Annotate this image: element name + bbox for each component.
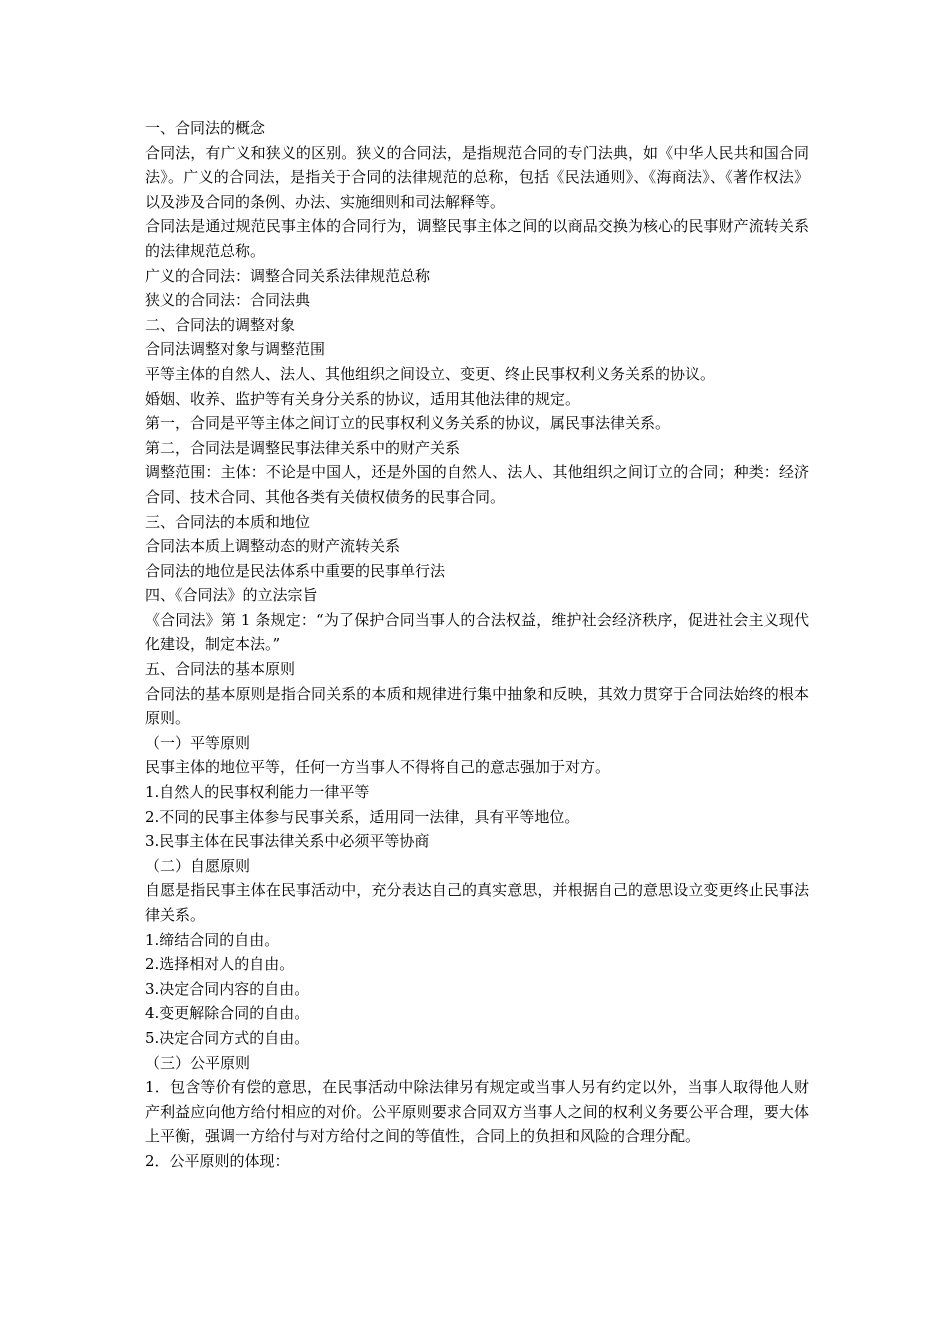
heading-purpose: 四、《合同法》的立法宗旨	[145, 586, 318, 605]
subheading-fairness: （三）公平原则	[145, 1053, 251, 1072]
list-item: 1.自然人的民事权利能力一律平等	[145, 783, 370, 802]
list-item: 1.缔结合同的自由。	[145, 930, 280, 949]
paragraph: 第二，合同法是调整民事法律关系中的财产关系	[145, 438, 461, 457]
paragraph: 狭义的合同法：合同法典	[145, 291, 311, 310]
paragraph: 民事主体的地位平等，任何一方当事人不得将自己的意志强加于对方。	[145, 758, 611, 777]
list-item: 2.选择相对人的自由。	[145, 955, 295, 974]
paragraph: 广义的合同法：调整合同关系法律规范总称	[145, 266, 431, 285]
paragraph: 1．包含等价有偿的意思，在民事活动中除法律另有规定或当事人另有约定以外，当事人取得他人财产利益应向他方给付相应的对价。公平原则要求合同双方当事人之间的权利义务要公平合理，要大体上平衡，强调一方给付与对方给付之间的等值性，合同上的负担和风险的合理分配。	[145, 1078, 809, 1146]
list-item: 3.民事主体在民事法律关系中必须平等协商	[145, 832, 430, 851]
paragraph: 合同法的地位是民法体系中重要的民事单行法	[145, 561, 446, 580]
heading-principles: 五、合同法的基本原则	[145, 660, 296, 679]
paragraph: 平等主体的自然人、法人、其他组织之间设立、变更、终止民事权利义务关系的协议。	[145, 364, 716, 383]
paragraph: 合同法调整对象与调整范围	[145, 340, 326, 359]
paragraph: 合同法本质上调整动态的财产流转关系	[145, 537, 401, 556]
heading-nature: 三、合同法的本质和地位	[145, 512, 311, 531]
heading-scope: 二、合同法的调整对象	[145, 315, 296, 334]
paragraph: 合同法，有广义和狭义的区别。狭义的合同法，是指规范合同的专门法典，如《中华人民共和国合同法》。广义的合同法，是指关于合同的法律规范的总称，包括《民法通则》、《海商法》、《著作权法》以及涉及合同的条例、办法、实施细则和司法解释等。	[145, 143, 809, 211]
list-item: 3.决定合同内容的自由。	[145, 979, 310, 998]
subheading-equality: （一）平等原则	[145, 733, 251, 752]
list-item: 5.决定合同方式的自由。	[145, 1028, 310, 1047]
list-item: 4.变更解除合同的自由。	[145, 1004, 310, 1023]
paragraph: 合同法的基本原则是指合同关系的本质和规律进行集中抽象和反映，其效力贯穿于合同法始终的根本原则。	[145, 684, 809, 728]
heading-concept: 一、合同法的概念	[145, 119, 266, 137]
paragraph: 自愿是指民事主体在民事活动中，充分表达自己的真实意思，并根据自己的意思设立变更终止民事法律关系。	[145, 881, 809, 924]
paragraph: 第一，合同是平等主体之间订立的民事权利义务关系的协议，属民事法律关系。	[145, 414, 671, 433]
paragraph: 合同法是通过规范民事主体的合同行为，调整民事主体之间的以商品交换为核心的民事财产流转关系的法律规范总称。	[145, 217, 809, 260]
paragraph: 婚姻、收养、监护等有关身分关系的协议，适用其他法律的规定。	[145, 389, 581, 408]
paragraph: 《合同法》第 1 条规定：“为了保护合同当事人的合法权益，维护社会经济秩序，促进社会主义现代化建设，制定本法。”	[145, 610, 809, 654]
paragraph: 2．公平原则的体现：	[145, 1151, 290, 1170]
paragraph: 调整范围：主体：不论是中国人，还是外国的自然人、法人、其他组织之间订立的合同；种类：经济合同、技术合同、其他各类有关债权债务的民事合同。	[145, 463, 809, 506]
subheading-voluntary: （二）自愿原则	[145, 856, 251, 875]
list-item: 2.不同的民事主体参与民事关系，适用同一法律，具有平等地位。	[145, 807, 580, 826]
document-body	[145, 116, 809, 1174]
